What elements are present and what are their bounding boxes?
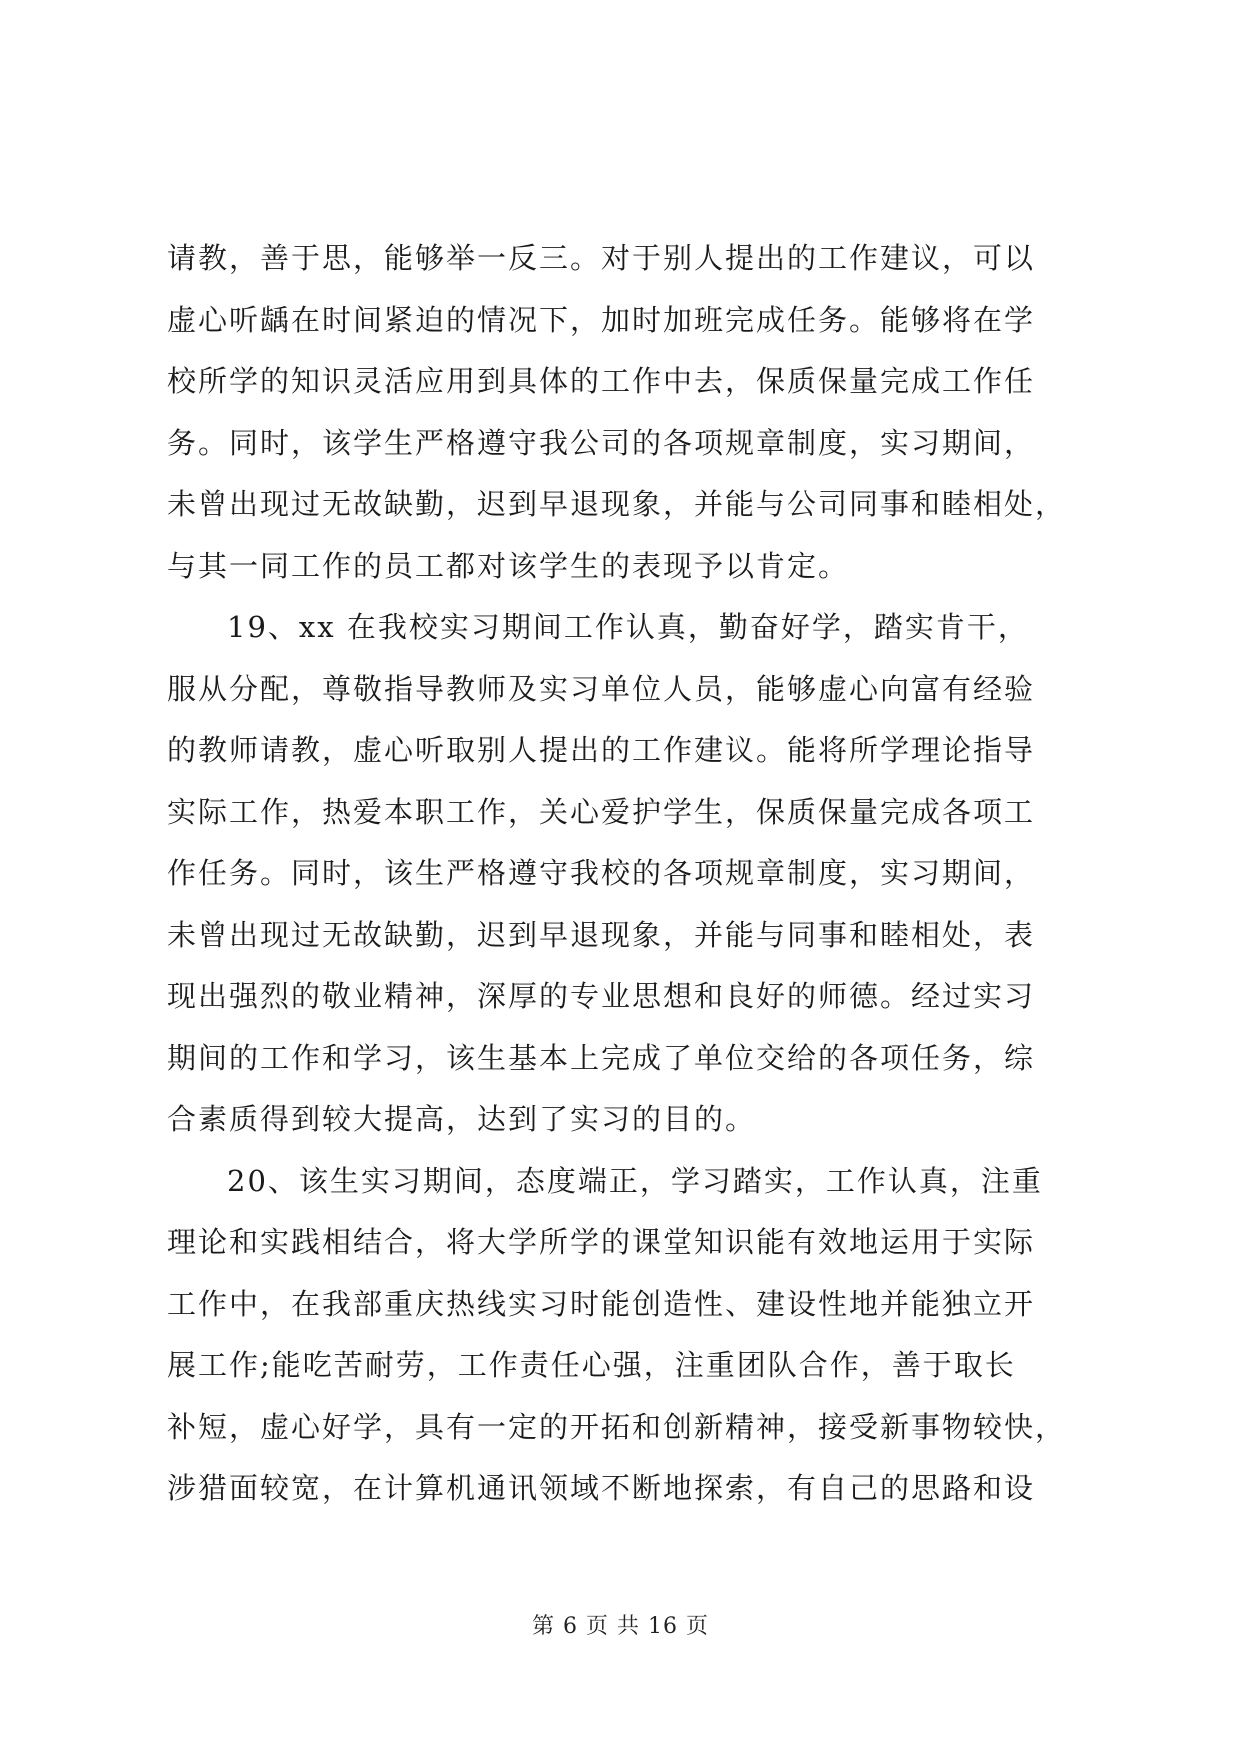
text-line: 补短，虚心好学，具有一定的开拓和创新精神，接受新事物较快， [167,1409,1067,1444]
text-line: 期间的工作和学习，该生基本上完成了单位交给的各项任务，综 [167,1040,1036,1075]
text-line: 未曾出现过无故缺勤，迟到早退现象，并能与公司同事和睦相处， [167,487,1067,521]
text-line: 理论和实践相结合，将大学所学的课堂知识能有效地运用于实际 [167,1225,1036,1259]
text-line: 请教，善于思，能够举一反三。对于别人提出的工作建议，可以 [167,241,1036,275]
text-line: 务。同时，该学生严格遵守我公司的各项规章制度，实习期间， [167,425,1036,460]
text-line: 合素质得到较大提高，达到了实习的目的。 [167,1102,757,1136]
text-line: 校所学的知识灵活应用到具体的工作中去，保质保量完成工作任 [167,364,1036,398]
text-line: 实际工作，热爱本职工作，关心爱护学生，保质保量完成各项工 [167,794,1036,829]
text-line: 工作中，在我部重庆热线实习时能创造性、建设性地并能独立开 [167,1286,1036,1321]
text-line: 的教师请教，虚心听取别人提出的工作建议。能将所学理论指导 [167,733,1036,767]
text-line: 未曾出现过无故缺勤，迟到早退现象，并能与同事和睦相处，表 [167,917,1036,952]
paragraph-19-start: 19、xx 在我校实习期间工作认真，勤奋好学，踏实肯干， [227,610,1029,644]
document-body [167,228,1079,1520]
text-line: 展工作;能吃苦耐劳，工作责任心强，注重团队合作，善于取长 [167,1348,1016,1382]
text-line: 虚心听龋在时间紧迫的情况下，加时加班完成任务。能够将在学 [167,302,1036,337]
text-line: 与其一同工作的员工都对该学生的表现予以肯定。 [167,548,850,583]
text-line: 作任务。同时，该生严格遵守我校的各项规章制度，实习期间， [167,856,1036,890]
text-line: 涉猎面较宽，在计算机通讯领域不断地探索，有自己的思路和设 [167,1471,1036,1505]
paragraph-20-start: 20、该生实习期间，态度端正，学习踏实，工作认真，注重 [227,1163,1043,1198]
page-number: 第 6 页 共 16 页 [532,1614,709,1639]
text-line: 服从分配，尊敬指导教师及实习单位人员，能够虚心向富有经验 [167,671,1036,706]
text-line: 现出强烈的敬业精神，深厚的专业思想和良好的师德。经过实习 [167,979,1036,1013]
